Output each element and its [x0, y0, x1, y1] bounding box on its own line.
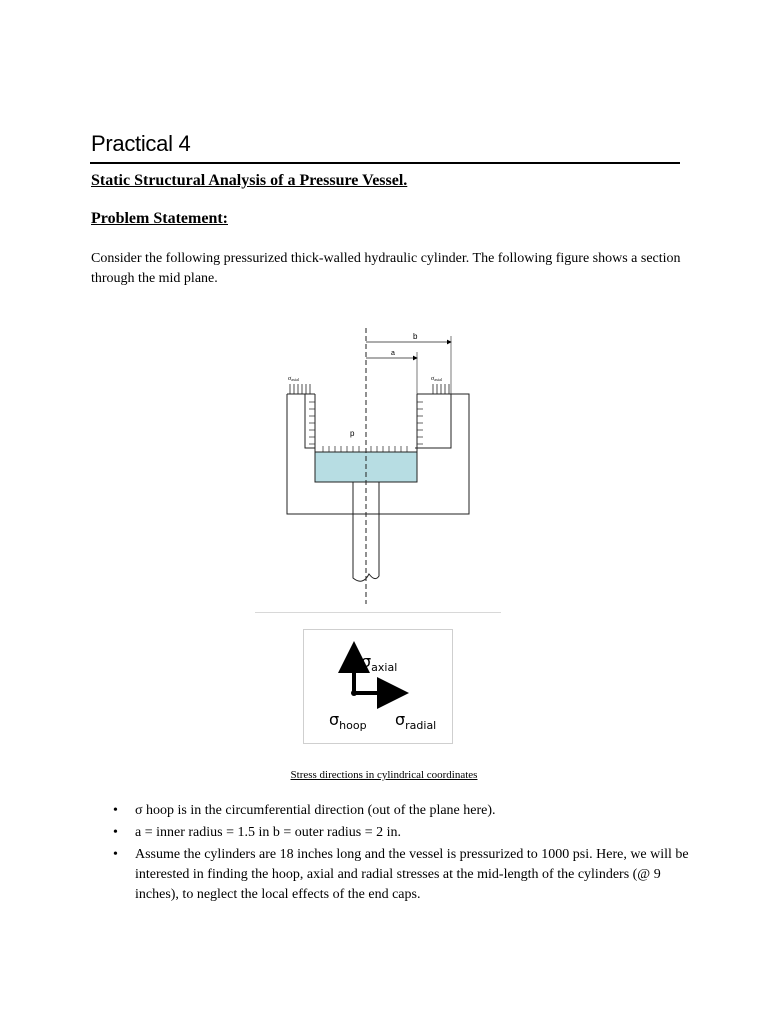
problem-heading: Problem Statement: — [91, 210, 228, 227]
bullet-text: Assume the cylinders are 18 inches long and the vessel is pressurized to 1000 psi. Here, we will be interested in finding the hoop, axial and radial stresses at the mid-length of the cylinders (@ 9 inches), to neglect the local effects of the end caps. — [135, 847, 689, 902]
bullet-icon: • — [113, 847, 118, 862]
sigma-hoop-label: $\sigma_{hoop}$ — [329, 710, 367, 732]
figure-caption: Stress directions in cylindrical coordinates — [290, 769, 478, 781]
bullet-text: a = inner radius = 1.5 in b = outer radius = 2 in. — [135, 825, 402, 840]
stress-directions-figure — [303, 629, 453, 744]
page-title: Practical 4 — [91, 131, 191, 156]
figure-divider — [255, 612, 501, 613]
label-sigma-axial-left: σaxial — [288, 376, 300, 382]
sigma-radial-label: $\sigma_{radial}$ — [395, 710, 437, 732]
bullet-list — [113, 801, 693, 907]
bullet-icon: • — [113, 825, 118, 840]
list-item — [113, 823, 693, 843]
cylinder-section-figure — [255, 306, 503, 611]
label-a: a — [391, 350, 395, 357]
list-item — [113, 801, 693, 821]
label-p: p — [350, 429, 355, 438]
intro-paragraph: Consider the following pressurized thick-walled hydraulic cylinder. The following figure shows a section through the mid plane. — [91, 251, 681, 286]
bullet-icon: • — [113, 803, 118, 818]
label-sigma-axial-right: σaxial — [431, 376, 443, 382]
label-b: b — [413, 332, 418, 341]
list-item — [113, 845, 693, 905]
sigma-axial-label: $\sigma_{axial}$ — [361, 652, 398, 674]
bullet-text: σ hoop is in the circumferential direction (out of the plane here). — [135, 803, 496, 818]
title-rule — [90, 162, 680, 164]
subtitle: Static Structural Analysis of a Pressure Vessel. — [91, 172, 408, 189]
